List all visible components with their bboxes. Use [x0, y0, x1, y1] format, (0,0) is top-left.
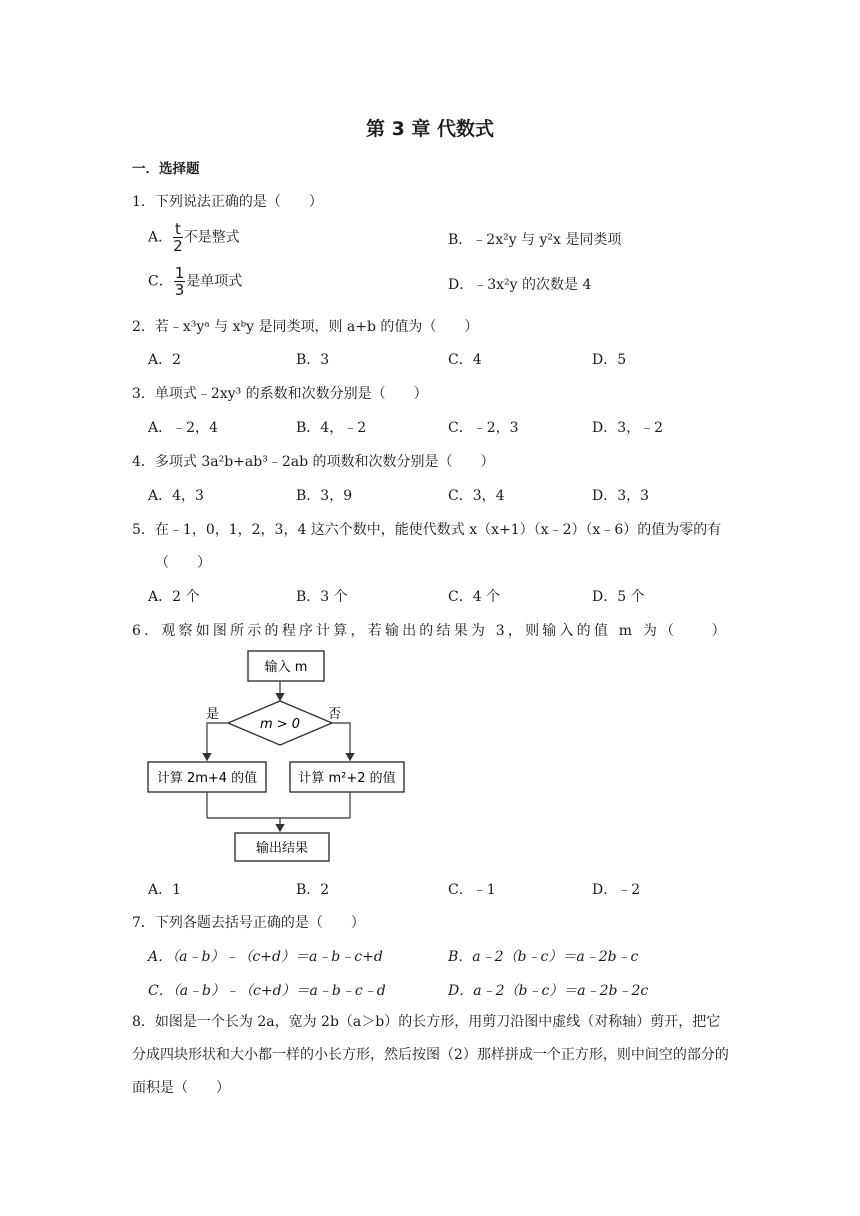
q7-stem: 7．下列各题去括号正确的是（ ）	[132, 915, 365, 931]
q8-stem: 8．如图是一个长为 2a，宽为 2b（a＞b）的长方形，用剪刀沿图中虚线（对称轴）剪开，把它分成四块形状和大小都一样的小长方形，然后按图（2）那样拼成一个正方形，则中间空的部分的面积是（ ）	[132, 1014, 729, 1096]
q6-option-a[interactable]: A．1	[148, 882, 182, 898]
q4-option-a[interactable]: A．4，3	[148, 488, 204, 504]
flow-right-calc-label: 计算 m²+2 的值	[298, 771, 396, 786]
q1-option-c-label: C．	[148, 273, 173, 290]
q5-option-c[interactable]: C．4 个	[448, 589, 501, 605]
q5-option-d[interactable]: D．5 个	[592, 589, 645, 605]
q4-option-d[interactable]: D．3，3	[592, 488, 650, 504]
chapter-title: 第 3 章 代数式	[365, 118, 495, 140]
q7-option-d[interactable]: D．a﹣2（b﹣c）＝a﹣2b﹣2c	[448, 983, 649, 999]
q1-option-a-text: 不是整式	[183, 229, 240, 246]
q1-option-a[interactable]	[148, 221, 240, 254]
fraction-t-over-2: $\frac{t}{2}$	[173, 220, 183, 255]
q6-stem: 6．观察如图所示的程序计算，若输出的结果为 3，则输入的值 m 为（ ）	[132, 623, 729, 639]
q3-option-a[interactable]: A．﹣2，4	[148, 420, 218, 436]
flow-left-calc-label: 计算 2m+4 的值	[156, 771, 258, 786]
q1-stem: 1．下列说法正确的是（ ）	[132, 194, 323, 210]
q1-option-b[interactable]: B．﹣2x²y 与 y²x 是同类项	[448, 232, 622, 248]
q2-option-c[interactable]: C．4	[448, 352, 482, 368]
flow-no-label: 否	[328, 707, 342, 722]
q1-option-c-text: 是单项式	[186, 273, 243, 290]
q3-option-c[interactable]: C．﹣2，3	[448, 420, 519, 436]
q5-stem-line2: （ ）	[155, 555, 211, 571]
q7-option-b[interactable]: B．a﹣2（b﹣c）＝a﹣2b﹣c	[448, 949, 639, 965]
q3-option-d[interactable]: D．3，﹣2	[592, 420, 664, 436]
q6-option-c[interactable]: C．﹣1	[448, 882, 496, 898]
q2-option-b[interactable]: B．3	[296, 352, 330, 368]
q7-option-a[interactable]: A．（a﹣b）﹣（c+d）＝a﹣b﹣c+d	[148, 949, 383, 965]
q2-option-a[interactable]: A．2	[148, 352, 182, 368]
q4-stem: 4．多项式 3a²b+ab³﹣2ab 的项数和次数分别是（ ）	[132, 454, 495, 470]
q4-option-c[interactable]: C．3，4	[448, 488, 505, 504]
q1-option-c[interactable]	[148, 265, 242, 298]
q5-option-b[interactable]: B．3 个	[296, 589, 348, 605]
q2-option-d[interactable]: D．5	[592, 352, 627, 368]
q6-option-d[interactable]: D．﹣2	[592, 882, 641, 898]
fraction-1-over-3: $\frac{1}{3}$	[174, 264, 185, 299]
q1-option-a-label: A．	[148, 229, 173, 246]
flow-output-label: 输出结果	[255, 841, 309, 856]
q5-stem-line1: 5．在﹣1，0，1，2，3，4 这六个数中，能使代数式 x（x+1）（x﹣2）（x﹣6）的值为零的有	[132, 522, 722, 538]
q3-option-b[interactable]: B．4，﹣2	[296, 420, 367, 436]
program-flowchart	[140, 648, 420, 866]
q3-stem: 3．单项式﹣2xy³ 的系数和次数分别是（ ）	[132, 386, 428, 402]
flow-yes-label: 是	[206, 707, 220, 722]
q2-stem: 2．若﹣x³yᵃ 与 xᵇy 是同类项，则 a+b 的值为（ ）	[132, 319, 479, 335]
q7-option-c[interactable]: C．（a﹣b）﹣（c+d）＝a﹣b﹣c﹣d	[148, 983, 386, 999]
q4-option-b[interactable]: B．3，9	[296, 488, 353, 504]
q6-option-b[interactable]: B．2	[296, 882, 330, 898]
flow-condition-label: m > 0	[259, 717, 301, 732]
section-heading: 一．选择题	[132, 161, 200, 177]
flow-input-label: 输入 m	[264, 660, 308, 675]
q1-option-d[interactable]: D．﹣3x²y 的次数是 4	[448, 277, 592, 293]
q5-option-a[interactable]: A．2 个	[148, 589, 200, 605]
